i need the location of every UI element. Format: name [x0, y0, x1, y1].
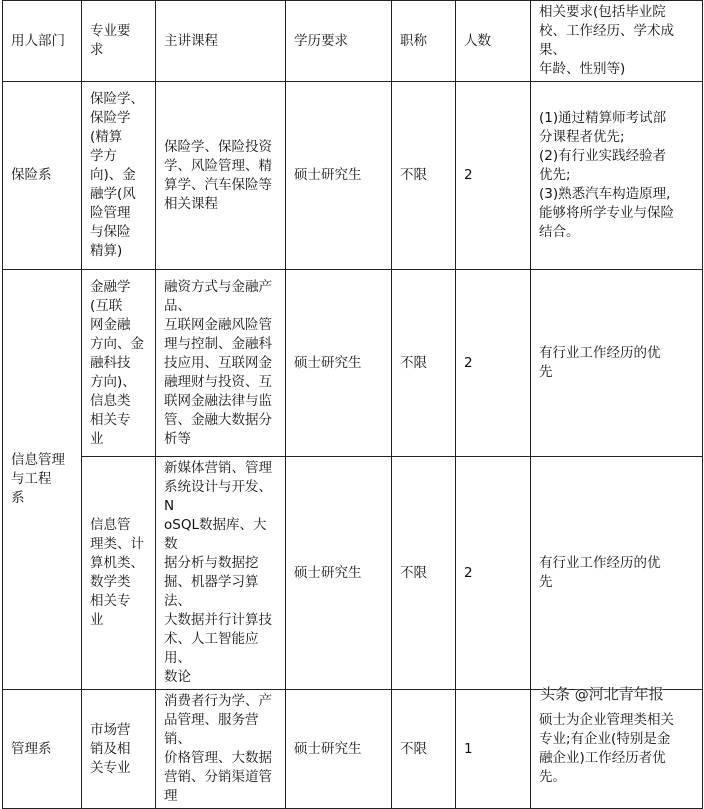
table-row: [3, 270, 703, 457]
table-row: [3, 82, 703, 270]
cell-requirements: 硕士为企业管理类相关 专业;有企业(特别是金 融企业)工作经历者优 先。: [531, 690, 703, 809]
cell-title: 不限: [392, 270, 456, 457]
cell-edu: 硕士研究生: [286, 690, 392, 809]
cell-dept: 信息管理 与工程 系: [3, 270, 82, 690]
cell-major: 金融学 (互联 网金融 方向、金 融科技 方向)、 信息类 相关专 业: [82, 270, 156, 457]
header-dept: 用人部门: [3, 1, 82, 82]
cell-edu: 硕士研究生: [286, 457, 392, 690]
cell-edu: 硕士研究生: [286, 270, 392, 457]
cell-course: 新媒体营销、管理 系统设计与开发、N oSQL数据库、大数 据分析与数据挖 掘、机器学习算法、 大数据并行计算技 术、人工智能应用、 数论: [156, 457, 286, 690]
cell-major: 保险学、 保险学 (精算 学方 向)、金 融学(风 险管理 与保险 精算): [82, 82, 156, 270]
cell-course: 消费者行为学、产 品管理、服务营销、 价格管理、大数据 营销、分销渠道管 理: [156, 690, 286, 809]
cell-dept: 管理系: [3, 690, 82, 809]
cell-major: 市场营 销及相 关专业: [82, 690, 156, 809]
watermark-at: @: [574, 687, 589, 703]
header-count: 人数: [456, 1, 531, 82]
cell-count: 2: [456, 457, 531, 690]
cell-count: 2: [456, 82, 531, 270]
table-row: [3, 457, 703, 690]
cell-major: 信息管 理类、计 算机类、 数学类 相关专 业: [82, 457, 156, 690]
cell-edu: 硕士研究生: [286, 82, 392, 270]
cell-count: 1: [456, 690, 531, 809]
source-watermark: [540, 683, 664, 704]
cell-count: 2: [456, 270, 531, 457]
header-title: 职称: [392, 1, 456, 82]
cell-course: 融资方式与金融产 品、 互联网金融风险管 理与控制、金融科 技应用、互联网金 融理财与投资、互 联网金融法律与监 管、金融大数据分 析等: [156, 270, 286, 457]
cell-title: 不限: [392, 457, 456, 690]
cell-requirements: 有行业工作经历的优 先: [531, 457, 703, 690]
table-row: [3, 690, 703, 809]
cell-requirements: (1)通过精算师考试部 分课程者优先; (2)有行业实践经验者 优先; (3)熟悉汽车构造原理, 能够将所学专业与保险 结合。: [531, 82, 703, 270]
cell-course: 保险学、保险投资 学、风险管理、精 算学、汽车保险等 相关课程: [156, 82, 286, 270]
cell-dept: 保险系: [3, 82, 82, 270]
table-header-row: [3, 1, 703, 82]
cell-requirements: 有行业工作经历的优 先: [531, 270, 703, 457]
header-edu: 学历要求: [286, 1, 392, 82]
header-course: 主讲课程: [156, 1, 286, 82]
watermark-prefix: 头条: [540, 685, 571, 703]
header-major: 专业要 求: [82, 1, 156, 82]
cell-title: 不限: [392, 690, 456, 809]
cell-title: 不限: [392, 82, 456, 270]
watermark-name: 河北青年报: [588, 685, 664, 703]
header-requirements: 相关要求(包括毕业院 校、工作经历、学术成果、 年龄、性别等): [531, 1, 703, 82]
